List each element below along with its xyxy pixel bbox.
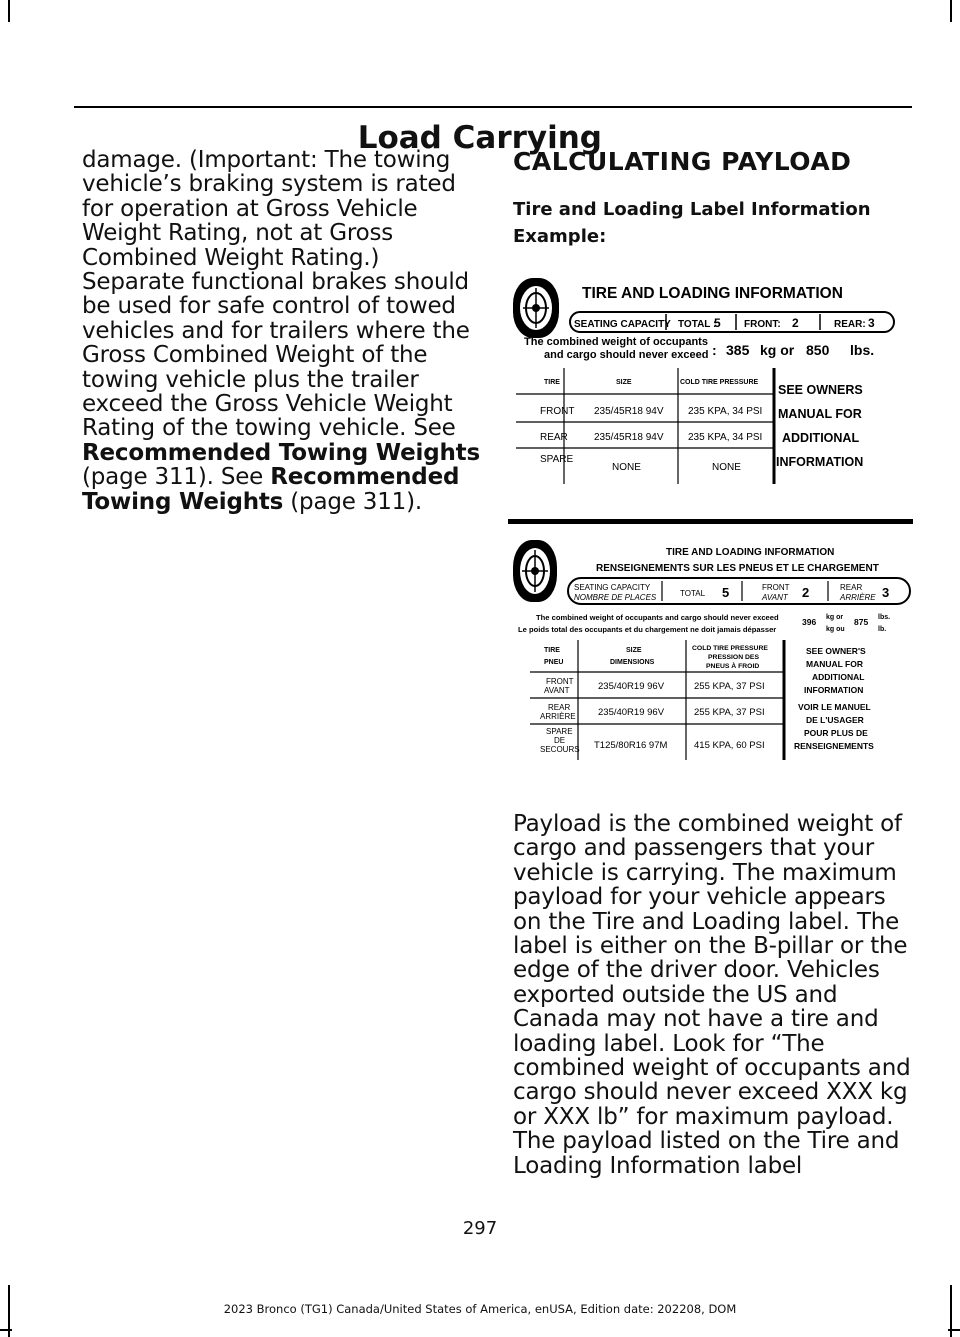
header-rule [74, 106, 912, 108]
tire-position-fr: ARRIÈRE [540, 712, 576, 721]
kg-value: 385 [726, 342, 750, 358]
lbs-value: 850 [806, 342, 830, 358]
kg-unit: kg or [760, 342, 795, 358]
section-heading-wrap [513, 147, 913, 176]
see-owners-text: SEE OWNERS [778, 383, 863, 397]
seating-capacity-label: SEATING CAPACITY [574, 319, 671, 330]
column-header-pressure: COLD TIRE PRESSURE [692, 645, 768, 652]
tire-position: REAR [540, 432, 568, 443]
column-header-tire: TIRE [544, 379, 560, 386]
lbs-value: 875 [854, 617, 869, 627]
total-label: TOTAL [680, 589, 706, 598]
page-title: Load Carrying [357, 120, 602, 156]
see-owners-text: INFORMATION [804, 685, 864, 695]
link-recommended-towing-weights[interactable]: Recommended Towing Weights [82, 464, 460, 515]
column-header-pressure: COLD TIRE PRESSURE [680, 379, 759, 386]
column-header-tire-en: TIRE [544, 647, 560, 654]
body-text: damage. (Important: The towing vehicle’s braking system is rated for operation at Gross Vehicle Weight Rating, not at Gross Combined Weight Rating.) Separate functional brakes should be used for safe control of towed vehicles and for trailers where the Gross Combined Weight of the towing vehicle plus the trailer exceed the Gross Vehicle Weight Rating of the towing vehicle. See [82, 147, 470, 442]
tire-position: FRONT [540, 406, 575, 417]
tire-size: 235/40R19 96V [598, 707, 665, 718]
seating-capacity-fr: NOMBRE DE PLACES [574, 593, 657, 602]
front-label-en: FRONT [762, 583, 790, 592]
kg-value: 396 [802, 617, 817, 627]
kg-unit-fr: kg ou [826, 626, 845, 633]
tire-pressure: 255 KPA, 37 PSI [694, 681, 765, 692]
tire-size: NONE [612, 462, 641, 473]
lbs-unit: lbs. [850, 342, 875, 358]
tire-pressure: 235 KPA, 34 PSI [688, 406, 763, 417]
lbs-unit-fr: lb. [878, 626, 887, 633]
tire-position-fr: SECOURS [540, 745, 580, 754]
see-owners-text: ADDITIONAL [812, 672, 865, 682]
rear-value: 3 [882, 585, 890, 600]
colon: : [712, 342, 717, 358]
front-value: 2 [802, 585, 810, 600]
rear-label-en: REAR [840, 583, 863, 592]
column-header-size-fr: DIMENSIONS [610, 659, 655, 666]
voir-manuel-text: RENSEIGNEMENTS [794, 741, 874, 751]
crop-mark [8, 0, 10, 22]
tire-pressure: NONE [712, 462, 741, 473]
voir-manuel-text: DE L'USAGER [806, 715, 864, 725]
tire-position-fr: DE [554, 736, 566, 745]
crop-mark [950, 0, 952, 22]
rear-value: 3 [868, 316, 875, 330]
voir-manuel-text: POUR PLUS DE [804, 728, 868, 738]
tire-position-fr: AVANT [544, 686, 570, 695]
front-label: FRONT: [744, 319, 781, 330]
label-divider [508, 519, 913, 524]
label-title-fr: RENSEIGNEMENTS SUR LES PNEUS ET LE CHARGEMENT [596, 563, 879, 574]
see-owners-text: INFORMATION [776, 455, 864, 469]
front-value: 2 [792, 316, 799, 330]
page-number: 297 [462, 1218, 498, 1239]
seating-capacity-en: SEATING CAPACITY [574, 583, 651, 592]
subheading: Tire and Loading Label Information [513, 199, 871, 220]
tire-loading-label-1 [508, 270, 914, 490]
label-title: TIRE AND LOADING INFORMATION [582, 285, 843, 302]
payload-paragraph: Payload is the combined weight of cargo and passengers that your vehicle is carrying. The maximum payload for your vehicle appears on the Tire and Loading label. The label is either on the B-pillar or the edge of the driver door. Vehicles exported outside the US and Canada may not have a tire and loading label. Look for “The combined weight of occupants and cargo should never exceed XXX kg or XXX lb” for maximum payload. The payload listed on the Tire and Loading Information label [513, 811, 911, 1179]
total-value: 5 [722, 585, 730, 600]
edition-info: 2023 Bronco (TG1) Canada/United States of America, enUSA, Edition date: 202208, DOM [223, 1302, 737, 1316]
kg-unit-en: kg or [826, 614, 844, 621]
voir-manuel-text: VOIR LE MANUEL [798, 702, 871, 712]
tire-position: SPARE [540, 454, 574, 465]
total-label: TOTAL : [678, 319, 717, 330]
combined-weight-text: and cargo should never exceed [544, 349, 709, 361]
rear-label: REAR: [834, 319, 866, 330]
total-value: 5 [714, 316, 721, 330]
subheading-wrap [513, 196, 913, 250]
combined-weight-text: The combined weight of occupants [524, 336, 708, 348]
crop-mark [0, 1329, 12, 1331]
page-reference: (page 311). [283, 488, 422, 515]
column-header-pressure: PRESSION DES [708, 654, 759, 661]
page-reference: (page 311). See [82, 464, 264, 491]
tire-size: 235/45R18 94V [594, 432, 664, 443]
combined-weight-fr: Le poids total des occupants et du chargement ne doit jamais dépasser [518, 625, 777, 634]
column-header-pressure: PNEUS À FROID [706, 663, 760, 670]
tire-pressure: 415 KPA, 60 PSI [694, 740, 765, 751]
tire-position-en: FRONT [546, 677, 574, 686]
tire-size: 235/40R19 96V [598, 681, 665, 692]
tire-icon [513, 540, 557, 602]
tire-size: 235/45R18 94V [594, 406, 664, 417]
tire-position-en: SPARE [546, 727, 573, 736]
tire-loading-label-2 [508, 530, 914, 766]
section-heading: CALCULATING PAYLOAD [513, 147, 852, 176]
rear-label-fr: ARRIÈRE [840, 593, 876, 602]
column-header-tire-fr: PNEU [544, 659, 564, 666]
combined-weight-en: The combined weight of occupants and cargo should never exceed [536, 613, 779, 622]
tire-icon [513, 278, 559, 338]
label-title-en: TIRE AND LOADING INFORMATION [666, 547, 835, 558]
see-owners-text: MANUAL FOR [778, 407, 862, 421]
see-owners-text: ADDITIONAL [782, 431, 860, 445]
left-column [82, 148, 480, 514]
see-owners-text: SEE OWNER'S [806, 646, 866, 656]
tire-pressure: 255 KPA, 37 PSI [694, 707, 765, 718]
tire-pressure: 235 KPA, 34 PSI [688, 432, 763, 443]
column-header-size-en: SIZE [626, 647, 642, 654]
link-recommended-towing-weights[interactable]: Recommended Towing Weights [82, 439, 480, 466]
tire-size: T125/80R16 97M [594, 740, 668, 751]
crop-mark [948, 1329, 960, 1331]
front-label-fr: AVANT [762, 593, 788, 602]
column-header-size: SIZE [616, 379, 632, 386]
subheading: Example: [513, 226, 607, 247]
tire-position-en: REAR [548, 703, 571, 712]
see-owners-text: MANUAL FOR [806, 659, 863, 669]
lbs-unit-en: lbs. [878, 614, 891, 621]
